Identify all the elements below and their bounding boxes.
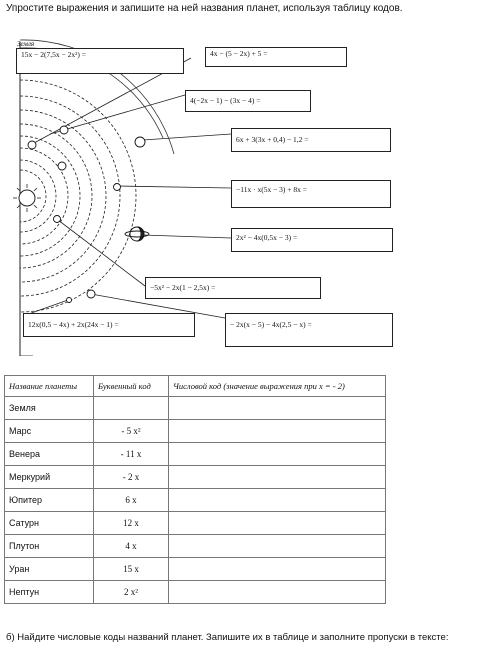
expression-box-4[interactable]: 6x + 3(3x + 0,4) − 1,2 = [231, 128, 391, 152]
letter-code: 6 x [94, 489, 169, 512]
earth-label: Земля [17, 40, 35, 48]
planet-name: Уран [5, 558, 94, 581]
numeric-code-cell[interactable] [169, 535, 386, 558]
numeric-code-cell[interactable] [169, 420, 386, 443]
table-row [5, 420, 386, 443]
table-row [5, 466, 386, 489]
table-header-row [5, 376, 386, 397]
table-row [5, 535, 386, 558]
expression-box-2[interactable]: 4x − (5 − 2x) + 5 = [205, 47, 347, 67]
planet-name: Плутон [5, 535, 94, 558]
expression-box-3[interactable]: 4(−2x − 1) − (3x − 4) = [185, 90, 311, 112]
numeric-code-cell[interactable] [169, 466, 386, 489]
header-planet-name: Название планеты [5, 376, 94, 397]
planet-codes-table [4, 375, 386, 604]
numeric-code-cell[interactable] [169, 581, 386, 604]
table-row [5, 512, 386, 535]
header-numeric-code: Числовой код (значение выражения при x = - 2) [169, 376, 386, 397]
letter-code: 15 x [94, 558, 169, 581]
expression-box-5[interactable]: −11x · x(5x − 3) + 8x = [231, 180, 391, 208]
letter-code: - 2 x [94, 466, 169, 489]
numeric-code-cell[interactable] [169, 443, 386, 466]
letter-code [94, 397, 169, 420]
expression-box-9[interactable]: − 2x(x − 5) − 4x(2,5 − x) = [225, 313, 393, 347]
planet-name: Сатурн [5, 512, 94, 535]
numeric-code-cell[interactable] [169, 489, 386, 512]
table-row [5, 443, 386, 466]
expression-box-7[interactable]: −5x² − 2x(1 − 2,5x) = [145, 277, 321, 299]
planet-name: Земля [5, 397, 94, 420]
expression-box-8[interactable]: 12x(0,5 − 4x) + 2x(24x − 1) = [23, 313, 195, 337]
planet-name: Нептун [5, 581, 94, 604]
expression-box-6[interactable]: 2x² − 4x(0,5x − 3) = [231, 228, 393, 252]
numeric-code-cell[interactable] [169, 558, 386, 581]
task-footer: б) Найдите числовые коды названий планет. Запишите их в таблице и заполните пропуски в тексте: [6, 632, 449, 643]
task-heading: Упростите выражения и запишите на ней названия планет, используя таблицу кодов. [6, 3, 403, 14]
planet-name: Меркурий [5, 466, 94, 489]
planet-name: Венера [5, 443, 94, 466]
letter-code: 12 x [94, 512, 169, 535]
table-row [5, 489, 386, 512]
numeric-code-cell[interactable] [169, 512, 386, 535]
expression-box-1[interactable]: 15x − 2(7,5x − 2x²) = [16, 48, 184, 74]
table-row [5, 581, 386, 604]
sun-icon [13, 184, 41, 212]
table-row [5, 558, 386, 581]
letter-code: 4 x [94, 535, 169, 558]
letter-code: 2 x² [94, 581, 169, 604]
header-letter-code: Буквенный код [94, 376, 169, 397]
solar-system-diagram [13, 38, 411, 356]
letter-code: - 11 x [94, 443, 169, 466]
letter-code: - 5 x² [94, 420, 169, 443]
table-row [5, 397, 386, 420]
planet-name: Марс [5, 420, 94, 443]
planet-name: Юпитер [5, 489, 94, 512]
numeric-code-cell[interactable] [169, 397, 386, 420]
